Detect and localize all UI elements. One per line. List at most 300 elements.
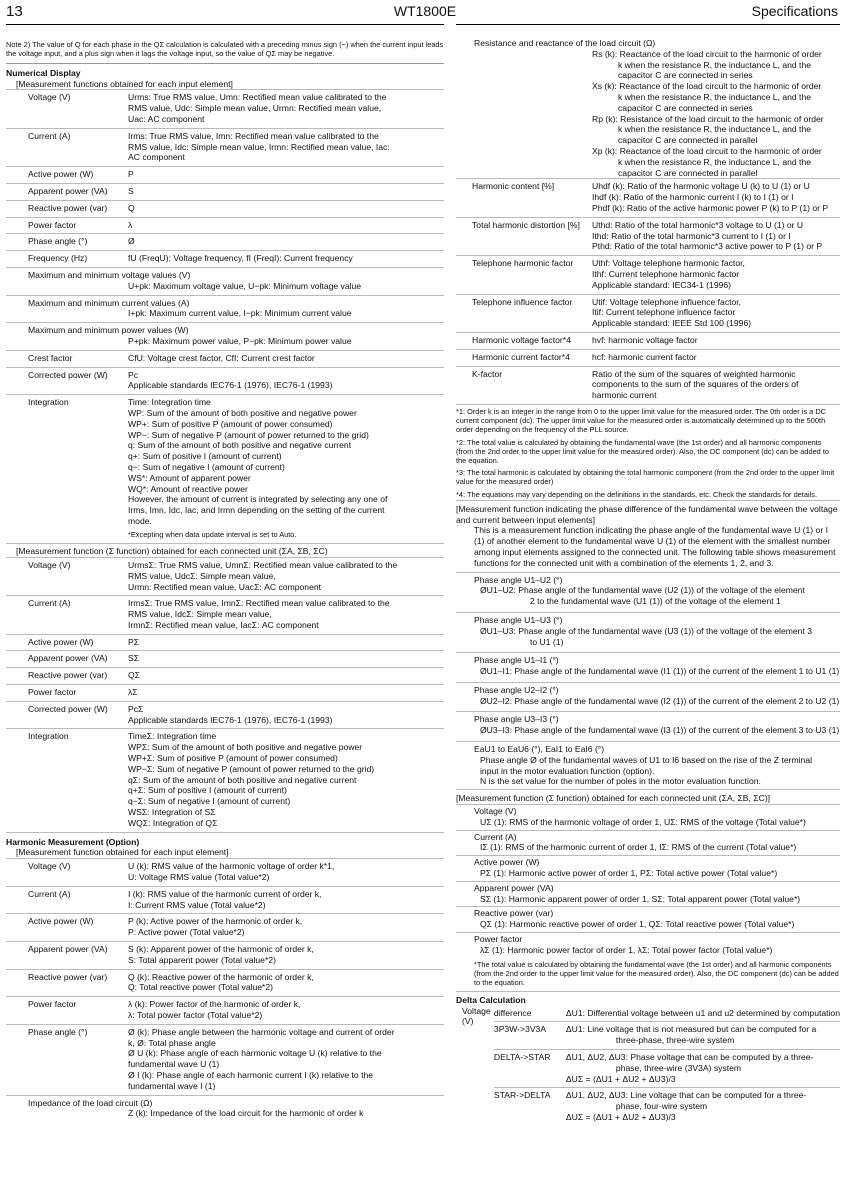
value-line: QΣ	[128, 670, 140, 681]
value-line: P (k): Active power of the harmonic of order k,	[128, 916, 303, 927]
row-value	[128, 861, 444, 883]
sigma-subtitle: [Measurement function (Σ function) obtained for each connected unit (ΣA, ΣB, ΣC)	[6, 543, 444, 557]
sigma-item	[456, 881, 840, 907]
spec-row	[6, 128, 444, 166]
footnote: *3: The total harmonic is calculated by obtaining the total harmonic component (from the 2nd order to the upper limit value for the measured order)	[456, 468, 835, 487]
sigma-item-title: Apparent power (VA)	[474, 882, 554, 893]
sigma-item-title: Current (A)	[474, 831, 517, 842]
phase-item-line: N is the set value for the number of poles in the motor evaluation function.	[480, 776, 761, 787]
spec-row	[456, 294, 840, 332]
row-label: Apparent power (VA)	[28, 185, 108, 196]
resistance-line: k when the resistance R, the inductance L, and the	[618, 91, 812, 102]
value-line: Q	[128, 202, 135, 213]
value-line: WQ*: Amount of reactive power	[128, 483, 248, 494]
phase-item-line: Phase angle Ø of the fundamental waves of U1 to I6 based on the rise of the Z terminal	[480, 754, 813, 765]
header-rule-right	[456, 24, 840, 25]
delta-line: three-phase, three-wire system	[615, 1035, 735, 1046]
spec-row	[456, 332, 840, 349]
row-label: Voltage (V)	[28, 861, 71, 872]
delta-line: phase, three-wire (3V3A) system	[615, 1062, 742, 1073]
row-label: Harmonic content [%]	[472, 181, 555, 192]
delta-line: ΔU1: Line voltage that is not measured but can be computed for a	[565, 1024, 817, 1035]
value-line: Time: Integration time	[128, 397, 211, 408]
sigma-item	[456, 855, 840, 881]
delta-rows	[494, 1006, 840, 1126]
numerical-subtitle: [Measurement functions obtained for each input element]	[16, 78, 233, 89]
spec-row	[6, 367, 444, 395]
row-value	[128, 944, 444, 966]
value-line: CfU: Voltage crest factor, CfI: Current crest factor	[128, 352, 315, 363]
sigma-item-line: SΣ (1): Harmonic apparent power of order 1, SΣ: Total apparent power (Total value*)	[480, 893, 801, 904]
spec-row	[6, 886, 444, 914]
row-value	[128, 598, 444, 630]
value-line: Ø U (k): Phase angle of each harmonic voltage U (k) relative to the	[128, 1048, 382, 1059]
row-label: Voltage (V)	[28, 559, 71, 570]
sigma-item-title: Active power (W)	[474, 857, 540, 868]
full-row	[6, 267, 444, 295]
value-line: Utif: Voltage telephone influence factor,	[592, 296, 742, 307]
value-line: WP+Σ: Sum of positive P (amount of power consumed)	[128, 753, 338, 764]
value-line: WP: Sum of the amount of both positive and negative power	[128, 407, 357, 418]
row-value	[128, 397, 444, 527]
phase-item-line: ØU3–I3: Phase angle of the fundamental wave (I3 (1)) of the current of the element 3 to U3 (1)	[480, 725, 840, 736]
value-line: Q: Total reactive power (Total value*2)	[128, 982, 274, 993]
delta-voltage-label: Voltage (V)	[462, 1005, 491, 1027]
spec-row	[6, 996, 444, 1024]
value-line: Urms: True RMS value, Umn: Rectified mean value calibrated to the	[128, 92, 387, 103]
sigma-item-line: UΣ (1): RMS of the harmonic voltage of order 1, UΣ: RMS of the voltage (Total value*)	[480, 816, 806, 827]
value-line: RMS value, UdcΣ: Simple mean value,	[128, 570, 276, 581]
value-line: RMS value, Udc: Simple mean value, Urmn: Rectified mean value,	[128, 103, 382, 114]
value-line: S (k): Apparent power of the harmonic of order k,	[128, 944, 314, 955]
delta-block	[456, 991, 840, 1126]
phase-item	[456, 741, 840, 789]
sigma-item-title: Power factor	[474, 934, 523, 945]
sigma-harmonic-title: [Measurement function (Σ function) obtained for each connected unit (ΣA, ΣB, ΣC)]	[456, 793, 771, 804]
spec-row	[6, 200, 444, 217]
spec-row	[6, 183, 444, 200]
row-label: Active power (W)	[28, 636, 94, 647]
row-value	[128, 203, 444, 214]
impedance-title: Impedance of the load circuit (Ω)	[28, 1097, 153, 1108]
row-value	[128, 1027, 444, 1092]
row-value	[128, 131, 444, 163]
product-title: WT1800E	[393, 3, 457, 19]
value-line: k, Ø: Total phase angle	[128, 1037, 216, 1048]
phase-block	[456, 500, 840, 790]
footnote: *4: The equations may vary depending on the definitions in the standards, etc. Check the standards for details.	[456, 489, 817, 499]
delta-value	[566, 1008, 840, 1019]
resistance-line: capacitor C are connected in series	[618, 70, 753, 81]
row-label: Reactive power (var)	[28, 670, 108, 681]
resistance-line: Rp (k): Resistance of the load circuit to the harmonic of order	[592, 113, 824, 124]
footnotes	[456, 404, 840, 500]
row-label: Total harmonic distortion [%]	[472, 219, 580, 230]
row-value	[128, 916, 444, 938]
resistance-line: k when the resistance R, the inductance L, and the	[618, 124, 812, 135]
spec-row	[6, 913, 444, 941]
spec-row	[6, 728, 444, 831]
full-row-title: Maximum and minimum power values (W)	[28, 325, 189, 336]
phase-item	[456, 652, 840, 679]
row-label: Current (A)	[28, 598, 71, 609]
value-line: TimeΣ: Integration time	[128, 731, 217, 742]
value-line: fU (FreqU): Voltage frequency, fI (FreqI): Current frequency	[128, 253, 353, 264]
full-row-line: I+pk: Maximum current value, I−pk: Minimum current value	[128, 308, 352, 319]
row-value	[128, 370, 444, 392]
sigma-item-line: IΣ (1): RMS of the harmonic current of order 1, IΣ: RMS of the current (Total value*)	[480, 842, 797, 853]
row-label: Corrected power (W)	[28, 369, 108, 380]
delta-grid	[456, 1006, 840, 1126]
row-value	[128, 169, 444, 180]
spec-row	[6, 684, 444, 701]
value-line: Itif: Current telephone influence factor	[592, 307, 736, 318]
value-line: SΣ	[128, 653, 140, 664]
delta-value	[566, 1052, 840, 1084]
value-line: IrmnΣ: Rectified mean value, IacΣ: AC component	[128, 619, 319, 630]
value-line: IrmsΣ: True RMS value, ImnΣ: Rectified mean value calibrated to the	[128, 598, 390, 609]
spec-row	[6, 166, 444, 183]
note-2: Note 2) The value of Q for each phase in the QΣ calculation is calculated with a preceding minus sign (−) when the current input leads the voltage input, and a plus sign when it lags the voltage input, so the value of QΣ may be negative.	[6, 38, 444, 64]
delta-line: ΔU1, ΔU2, ΔU3: Line voltage that can be computed for a three-	[565, 1090, 807, 1101]
resistance-line: Xs (k): Reactance of the load circuit to the harmonic of order	[592, 81, 822, 92]
value-line: Ø	[128, 236, 135, 247]
spec-row	[6, 941, 444, 969]
sigma-item	[456, 932, 840, 958]
row-value	[128, 186, 444, 197]
value-line: RMS value, IdcΣ: Simple mean value,	[128, 609, 272, 620]
spec-row	[6, 969, 444, 997]
harmonic-rows	[6, 858, 444, 1094]
value-line: PΣ	[128, 636, 140, 647]
row-label: Power factor	[28, 219, 77, 230]
value-line: Applicable standard: IEEE Std 100 (1996)	[592, 318, 752, 329]
value-line: RMS value, Idc: Simple mean value, Irmn: Rectified mean value, Iac:	[128, 141, 390, 152]
delta-line: phase, four-wire system	[615, 1101, 708, 1112]
row-value	[128, 220, 444, 231]
full-row	[6, 295, 444, 323]
value-line: I: Current RMS value (Total value*2)	[128, 899, 266, 910]
spec-row	[6, 595, 444, 633]
spec-row	[6, 557, 444, 595]
spec-row	[456, 217, 840, 255]
row-value	[128, 653, 444, 664]
value-line: Ø I (k): Phase angle of each harmonic current I (k) relative to the	[128, 1069, 374, 1080]
value-line: hvf: harmonic voltage factor	[592, 334, 698, 345]
impedance-block	[6, 1095, 444, 1120]
value-line: Ithd: Ratio of the total harmonic*3 current to I (1) or I	[592, 230, 791, 241]
footnote: *1: Order k is an integer in the range from 0 to the upper limit value for the measured order. The 0th order is a DC current component (dc). The upper limit value for the measured order is automatically determined up to the 500th order depending on the frequency of the PLL source.	[456, 406, 826, 435]
row-value	[592, 352, 840, 363]
value-line: Uthf: Voltage telephone harmonic factor,	[592, 258, 745, 269]
row-label: Crest factor	[28, 352, 73, 363]
phase-item-title: Phase angle U1–U2 (°)	[474, 574, 563, 585]
value-line: U: Voltage RMS value (Total value*2)	[128, 872, 270, 883]
value-line: Q (k): Reactive power of the harmonic of order k,	[128, 971, 314, 982]
spec-row	[6, 89, 444, 127]
row-label: Phase angle (°)	[28, 1026, 88, 1037]
row-value	[592, 258, 840, 290]
row-value	[592, 335, 840, 346]
value-line: Phdf (k): Ratio of the active harmonic power P (k) to P (1) or P	[592, 202, 829, 213]
resistance-line: Xp (k): Reactance of the load circuit to the harmonic of order	[592, 145, 822, 156]
row-label: Telephone influence factor	[472, 296, 573, 307]
integration-note: *Excepting when data update interval is set to Auto.	[128, 529, 297, 539]
sigma-item-title: Reactive power (var)	[474, 908, 554, 919]
row-value	[128, 731, 444, 828]
value-line: S	[128, 185, 134, 196]
value-line: UrmsΣ: True RMS value, UmnΣ: Rectified mean value calibrated to the	[128, 559, 398, 570]
phase-item-title: Phase angle U2–I2 (°)	[474, 684, 559, 695]
value-line: mode.	[128, 515, 152, 526]
row-label: Harmonic current factor*4	[472, 351, 570, 362]
row-label: Current (A)	[28, 130, 71, 141]
row-value	[128, 92, 444, 124]
phase-item	[456, 682, 840, 709]
spec-row	[456, 255, 840, 293]
sigma-item-title: Voltage (V)	[474, 806, 517, 817]
spec-row	[6, 634, 444, 651]
row-value	[128, 999, 444, 1021]
value-line: WSΣ: Integration of SΣ	[128, 807, 216, 818]
sigma-item-line: PΣ (1): Harmonic active power of order 1, PΣ: Total active power (Total value*)	[480, 868, 778, 879]
value-line: S: Total apparent power (Total value*2)	[128, 954, 276, 965]
resistance-title: Resistance and reactance of the load circuit (Ω)	[474, 38, 656, 48]
phase-item-title: Phase angle U1–I1 (°)	[474, 655, 559, 666]
value-line: P	[128, 169, 134, 180]
resistance-lines	[456, 49, 840, 179]
delta-line: ΔUΣ = (ΔU1 + ΔU2 + ΔU3)/3	[565, 1073, 676, 1084]
value-line: AC component	[128, 152, 185, 163]
row-label: Harmonic voltage factor*4	[472, 334, 571, 345]
left-column	[6, 38, 444, 1119]
row-label: Apparent power (VA)	[28, 653, 108, 664]
page-number: 13	[6, 3, 23, 20]
resistance-line: capacitor C are connected in parallel	[618, 135, 758, 146]
value-line: WQΣ: Integration of QΣ	[128, 817, 218, 828]
phase-item-line: ØU1–U2: Phase angle of the fundamental wave (U2 (1)) of the voltage of the element	[480, 585, 805, 596]
row-label: Corrected power (W)	[28, 703, 108, 714]
value-line: P: Active power (Total value*2)	[128, 927, 245, 938]
harmonic-subtitle: [Measurement function obtained for each input element]	[16, 847, 229, 858]
value-line: Ihdf (k): Ratio of the harmonic current I (k) to I (1) or I	[592, 192, 794, 203]
row-label: Telephone harmonic factor	[472, 258, 574, 269]
phase-title: [Measurement function indicating the phase difference of the fundamental wave between the voltage and current between input elements]	[456, 503, 838, 525]
value-line: Uthd: Ratio of the total harmonic*3 voltage to U (1) or U	[592, 219, 804, 230]
resistance-line: k when the resistance R, the inductance L, and the	[618, 156, 812, 167]
spec-row	[6, 701, 444, 729]
row-value	[128, 670, 444, 681]
value-line: q: Sum of the amount of both positive and negative current	[128, 440, 352, 451]
delta-value	[566, 1024, 840, 1046]
value-line: q+: Sum of positive I (amount of current)	[128, 451, 282, 462]
value-line: Urmn: Rectified mean value, UacΣ: AC component	[128, 581, 322, 592]
value-line: PcΣ	[128, 703, 144, 714]
value-line: Uac: AC component	[128, 114, 205, 124]
row-label: K-factor	[472, 368, 503, 379]
row-value	[128, 704, 444, 726]
value-line: Pthd: Ratio of the total harmonic*3 active power to P (1) or P	[592, 241, 823, 252]
numerical-display-title: Numerical Display	[6, 67, 81, 78]
spec-row	[456, 366, 840, 404]
delta-row	[494, 1049, 840, 1087]
row-value	[128, 972, 444, 994]
value-line: Ithf: Current telephone harmonic factor	[592, 268, 740, 279]
value-line: U (k): RMS value of the harmonic voltage of order k*1,	[128, 861, 335, 872]
row-value	[128, 637, 444, 648]
delta-key: STAR->DELTA	[493, 1090, 551, 1101]
value-line: λ (k): Power factor of the harmonic of order k,	[128, 999, 301, 1010]
resistance-line: capacitor C are connected in parallel	[618, 167, 758, 178]
value-line: Irms: True RMS value, Imn: Rectified mean value calibrated to the	[128, 130, 379, 141]
value-line: λ: Total power factor (Total value*2)	[128, 1010, 263, 1020]
phase-item	[456, 572, 840, 609]
value-line: q−: Sum of negative I (amount of current)	[128, 461, 285, 472]
row-value	[592, 297, 840, 329]
delta-title: Delta Calculation	[456, 994, 526, 1005]
phase-item-line: 2 to the fundamental wave (U1 (1)) of the voltage of the element 1	[530, 596, 781, 607]
sigma-harmonic-block	[456, 789, 840, 991]
value-line: Irms, Imn, Idc, Iac, and Irmn depending on the setting of the current	[128, 505, 385, 516]
spec-row	[456, 349, 840, 366]
delta-line: ΔU1, ΔU2, ΔU3: Phase voltage that can be computed by a three-	[565, 1052, 814, 1063]
row-value	[592, 220, 840, 252]
phase-item	[456, 711, 840, 738]
row-value	[128, 889, 444, 911]
header-rule-left	[6, 24, 444, 25]
numerical-rows-2	[6, 350, 444, 530]
delta-key: DELTA->STAR	[493, 1052, 551, 1063]
resistance-line: capacitor C are connected in series	[618, 102, 753, 113]
resistance-block	[456, 38, 840, 178]
value-line: Applicable standard: IEC34-1 (1996)	[592, 279, 732, 290]
full-row-line: U+pk: Maximum voltage value, U−pk: Minimum voltage value	[128, 280, 362, 291]
row-label: Power factor	[28, 687, 77, 698]
row-label: Voltage (V)	[28, 92, 71, 103]
sigma-item-line: λΣ (1): Harmonic power factor of order 1, λΣ: Total power factor (Total value*)	[480, 944, 773, 955]
spec-row	[6, 858, 444, 886]
value-line: Ratio of the sum of the squares of weighted harmonic	[592, 368, 796, 379]
row-label: Active power (W)	[28, 169, 94, 180]
value-line: WPΣ: Sum of the amount of both positive and negative power	[128, 742, 363, 753]
row-value	[128, 236, 444, 247]
value-line: q+Σ: Sum of positive I (amount of current)	[128, 785, 287, 796]
row-label: Current (A)	[28, 888, 71, 899]
row-value	[128, 253, 444, 264]
delta-row	[494, 1021, 840, 1049]
value-line: Pc	[128, 369, 139, 380]
value-line: harmonic current	[592, 390, 657, 401]
value-line: fundamental wave U (1)	[128, 1059, 220, 1070]
value-line: λ	[128, 219, 133, 230]
numerical-full-rows	[6, 267, 444, 350]
phase-item-title: EaU1 to EaU6 (°), EaI1 to EaI6 (°)	[474, 744, 605, 755]
phase-item-title: Phase angle U3–I3 (°)	[474, 714, 559, 725]
value-line: WS*: Amount of apparent power	[128, 472, 251, 483]
value-line: Applicable standards IEC76-1 (1976), IEC76-1 (1993)	[128, 380, 333, 391]
harmonic-title: Harmonic Measurement (Option)	[6, 832, 444, 848]
resistance-line: Rs (k): Reactance of the load circuit to the harmonic of order	[592, 48, 822, 59]
numerical-rows	[6, 89, 444, 267]
phase-item-line: ØU1–I1: Phase angle of the fundamental wave (I1 (1)) of the current of the element 1 to U1 (1)	[480, 666, 840, 677]
spec-row	[6, 650, 444, 667]
value-line: WP−Σ: Sum of negative P (amount of power returned to the grid)	[128, 763, 375, 774]
delta-row	[494, 1006, 840, 1022]
sigma-item	[456, 906, 840, 932]
full-row-title: Maximum and minimum voltage values (V)	[28, 269, 191, 280]
value-line: λΣ	[128, 687, 138, 698]
value-line: q−Σ: Sum of negative I (amount of current)	[128, 796, 291, 807]
delta-key: difference	[493, 1007, 532, 1018]
impedance-line: Z (k): Impedance of the load circuit for the harmonic of order k	[128, 1108, 364, 1119]
row-value	[128, 687, 444, 698]
spec-row	[6, 1024, 444, 1095]
row-value	[128, 353, 444, 364]
row-label: Phase angle (°)	[28, 236, 88, 247]
full-row-title: Maximum and minimum current values (A)	[28, 297, 190, 308]
sigma-rows	[6, 557, 444, 832]
section-title: Specifications	[751, 3, 838, 19]
row-label: Integration	[28, 731, 69, 742]
sigma-harmonic-items	[456, 804, 840, 958]
phase-item	[456, 612, 840, 649]
delta-value	[566, 1090, 840, 1122]
sigma-item-line: QΣ (1): Harmonic reactive power of order 1, QΣ: Total reactive power (Total value*)	[480, 919, 795, 930]
row-label: Apparent power (VA)	[28, 944, 108, 955]
row-label: Active power (W)	[28, 916, 94, 927]
sigma-item	[456, 804, 840, 830]
full-row-line: P+pk: Maximum power value, P−pk: Minimum power value	[128, 335, 352, 346]
spec-row	[6, 233, 444, 250]
row-label: Reactive power (var)	[28, 971, 108, 982]
value-line: hcf: harmonic current factor	[592, 351, 697, 362]
page-header	[0, 0, 850, 24]
spec-row	[456, 178, 840, 216]
sigma-item	[456, 830, 840, 856]
row-label: Power factor	[28, 999, 77, 1010]
sigma-harmonic-note: *The total value is calculated by obtaining the fundamental wave (the 1st order) and all harmonic components (from the 2nd order to the upper limit value for the measured order). Also, the DC component (dc) can be added to the equation.	[474, 959, 839, 988]
value-line: Ø (k): Phase angle between the harmonic voltage and current of order	[128, 1026, 395, 1037]
spec-row	[6, 250, 444, 267]
row-value	[592, 369, 840, 401]
phase-item-line: to U1 (1)	[530, 636, 564, 647]
phase-item-title: Phase angle U1–U3 (°)	[474, 614, 563, 625]
harmonic-factor-rows	[456, 178, 840, 404]
value-line: Applicable standards IEC76-1 (1976), IEC76-1 (1993)	[128, 714, 333, 725]
resistance-line: k when the resistance R, the inductance L, and the	[618, 59, 812, 70]
spec-row	[6, 350, 444, 367]
spec-row	[6, 217, 444, 234]
phase-items	[456, 572, 840, 790]
footnote: *2: The total value is calculated by obtaining the fundamental wave (the 1st order) and all harmonic components (from the 2nd order to the upper limit value for the measured order). Also, the DC component (dc) can be added to the equation.	[456, 437, 830, 465]
phase-item-line: input in the motor evaluation function (option).	[480, 765, 655, 776]
value-line: WP−: Sum of negative P (amount of power returned to the grid)	[128, 429, 369, 440]
phase-item-line: ØU2–I2: Phase angle of the fundamental wave (I2 (1)) of the current of the element 2 to U2 (1)	[480, 695, 840, 706]
row-label: Frequency (Hz)	[28, 253, 88, 264]
full-row	[6, 322, 444, 350]
phase-item-line: ØU1–U3: Phase angle of the fundamental wave (U3 (1)) of the voltage of the element 3	[480, 625, 813, 636]
spec-row	[6, 667, 444, 684]
delta-line: ΔU1: Differential voltage between u1 and u2 determined by computation	[565, 1007, 840, 1018]
row-label: Integration	[28, 397, 69, 408]
row-label: Reactive power (var)	[28, 202, 108, 213]
value-line: fundamental wave I (1)	[128, 1080, 216, 1091]
right-column	[456, 38, 840, 1126]
delta-line: ΔUΣ = (ΔU1 + ΔU2 + ΔU3)/3	[565, 1112, 676, 1123]
value-line: I (k): RMS value of the harmonic current of order k,	[128, 888, 322, 899]
delta-key: 3P3W->3V3A	[493, 1024, 547, 1035]
value-line: However, the amount of current is integrated by selecting any one of	[128, 494, 388, 505]
